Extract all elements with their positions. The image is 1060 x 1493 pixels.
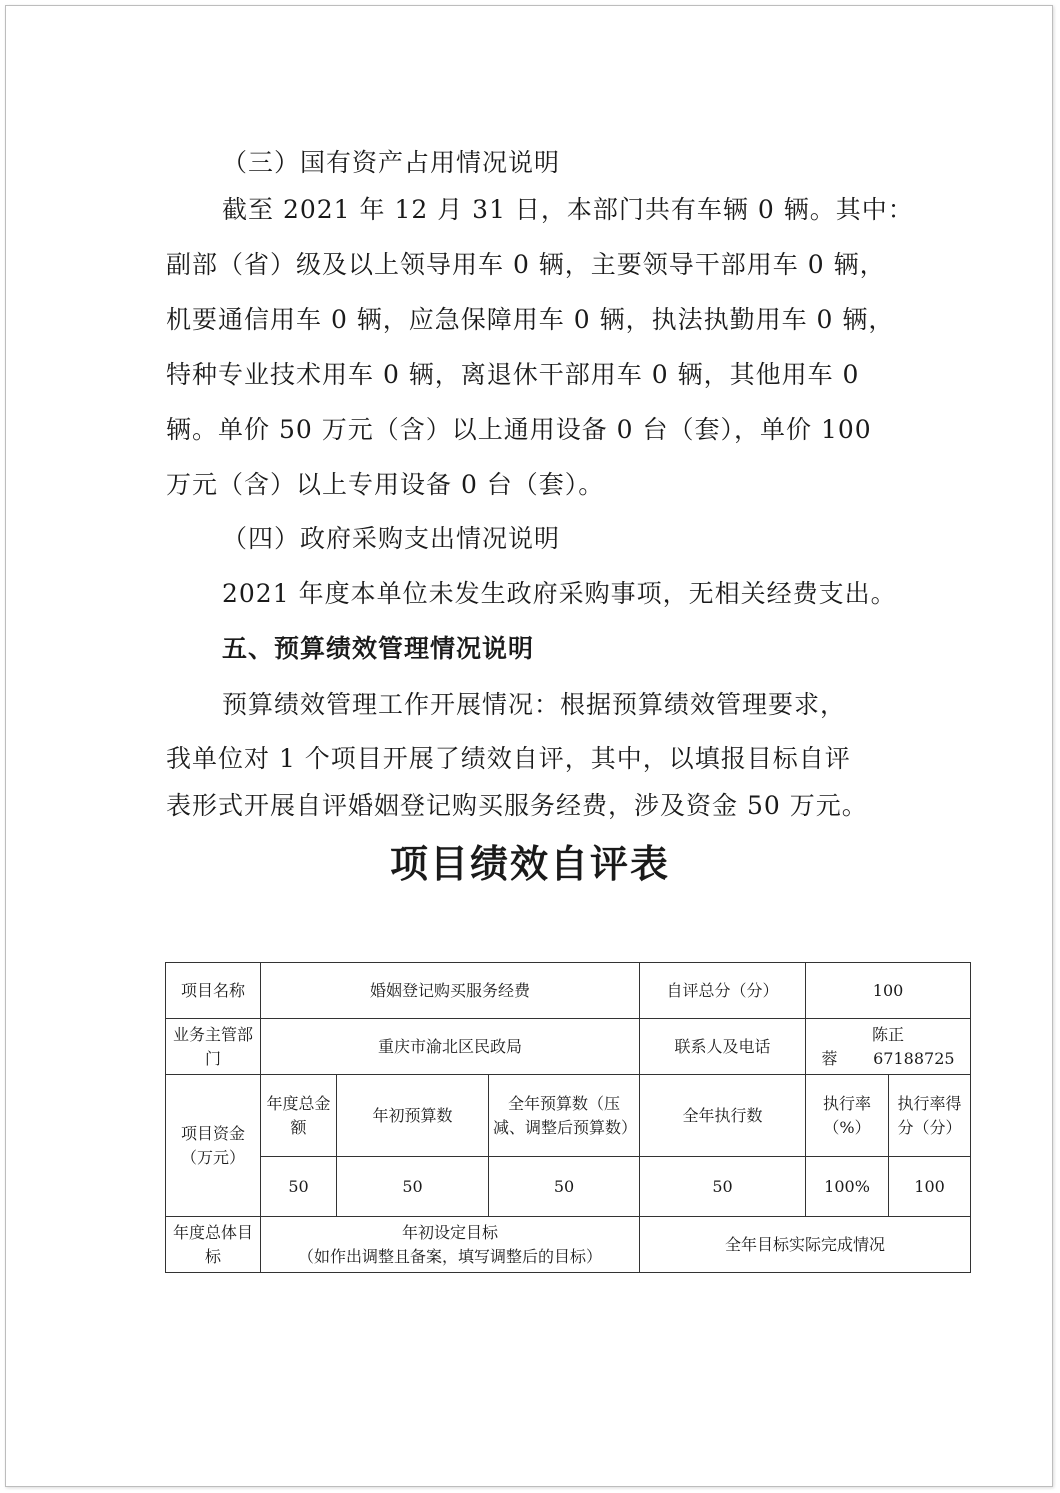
col-exec-rate: 执行率（%） — [806, 1075, 889, 1157]
table-row — [166, 1157, 971, 1217]
table-row — [166, 963, 971, 1019]
val-full-year-budget: 50 — [489, 1157, 640, 1217]
col-full-year-budget: 全年预算数（压减、调整后预算数） — [489, 1075, 640, 1157]
section-4-heading: （四）政府采购支出情况说明 — [222, 524, 561, 553]
section-3-heading: （三）国有资产占用情况说明 — [222, 148, 561, 177]
table-row — [166, 1075, 971, 1157]
col-initial-budget: 年初预算数 — [337, 1075, 489, 1157]
val-executed: 50 — [640, 1157, 806, 1217]
score-total-value: 100 — [806, 963, 971, 1019]
paragraph-line: 我单位对 1 个项目开展了绩效自评，其中，以填报目标自评 — [166, 744, 851, 773]
project-name-value: 婚姻登记购买服务经费 — [261, 963, 640, 1019]
contact-value — [806, 1019, 971, 1075]
val-exec-score: 100 — [889, 1157, 971, 1217]
paragraph-line: 截至 2021 年 12 月 31 日，本部门共有车辆 0 辆。其中： — [222, 195, 914, 224]
val-initial-budget: 50 — [337, 1157, 489, 1217]
goal-initial-title: 年初设定目标 — [402, 1222, 499, 1242]
paragraph-line: 副部（省）级及以上领导用车 0 辆，主要领导干部用车 0 辆， — [166, 250, 886, 279]
paragraph-line: 2021 年度本单位未发生政府采购事项，无相关经费支出。 — [222, 579, 897, 608]
table-row — [166, 1019, 971, 1075]
section-5-heading: 五、预算绩效管理情况说明 — [222, 634, 535, 663]
paragraph-line: 表形式开展自评婚姻登记购买服务经费，涉及资金 50 万元。 — [166, 791, 868, 820]
col-exec-score: 执行率得分（分） — [889, 1075, 971, 1157]
table-title: 项目绩效自评表 — [389, 841, 670, 886]
table-row — [166, 1217, 971, 1273]
paragraph-line: 特种专业技术用车 0 辆，离退休干部用车 0 辆，其他用车 0 — [166, 360, 860, 389]
project-name-label: 项目名称 — [166, 963, 261, 1019]
col-executed: 全年执行数 — [640, 1075, 806, 1157]
funds-label: 项目资金（万元） — [166, 1075, 261, 1217]
contact-phone: 67188725 — [873, 1048, 955, 1068]
evaluation-table — [165, 962, 971, 1273]
contact-name: 陈正蓉 — [821, 1024, 905, 1068]
val-annual-total: 50 — [261, 1157, 337, 1217]
dept-label: 业务主管部门 — [166, 1019, 261, 1075]
paragraph-line: 万元（含）以上专用设备 0 台（套）。 — [166, 470, 605, 499]
paragraph-line: 预算绩效管理工作开展情况：根据预算绩效管理要求， — [222, 690, 847, 719]
paragraph-line: 辆。单价 50 万元（含）以上通用设备 0 台（套），单价 100 — [166, 415, 872, 444]
score-total-label: 自评总分（分） — [640, 963, 806, 1019]
goal-label: 年度总体目标 — [166, 1217, 261, 1273]
col-annual-total: 年度总金额 — [261, 1075, 337, 1157]
val-exec-rate: 100% — [806, 1157, 889, 1217]
paragraph-line: 机要通信用车 0 辆，应急保障用车 0 辆，执法执勤用车 0 辆， — [166, 305, 895, 334]
contact-label: 联系人及电话 — [640, 1019, 806, 1075]
dept-value: 重庆市渝北区民政局 — [261, 1019, 640, 1075]
goal-initial-note: （如作出调整且备案，填写调整后的目标） — [298, 1246, 603, 1266]
goal-actual: 全年目标实际完成情况 — [640, 1217, 971, 1273]
goal-initial — [261, 1217, 640, 1273]
